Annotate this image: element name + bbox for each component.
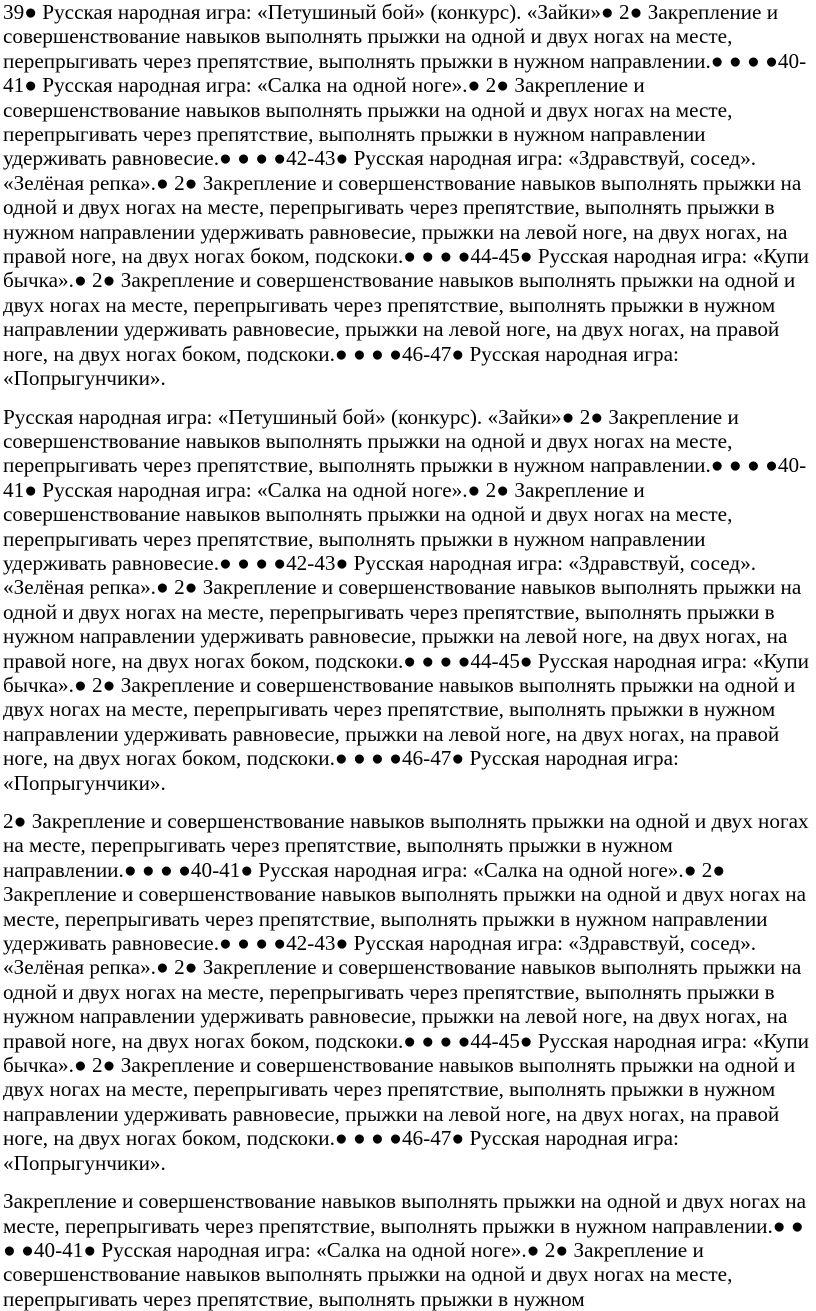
document-page	[3, 0, 811, 1311]
paragraph-4: Закрепление и совершенствование навыков выполнять прыжки на одной и двух ногах на месте, перепрыгивать через препятствие, выполнять прыжки в нужном направлении.● ● ● ●40-41● Русская народная игра: «Салка на одной ноге».● 2● Закрепление и совершенствование навыков выполнять прыжки на одной и двух ногах на месте, перепрыгивать через препятствие, выполнять прыжки в нужном	[3, 1189, 807, 1311]
paragraph-1: 39● Русская народная игра: «Петушиный бой» (конкурс). «Зайки»● 2● Закрепление и совершенствование навыков выполнять прыжки на одной и двух ногах на месте, перепрыгивать через препятствие, выполнять прыжки в нужном направлении.● ● ● ●40-41● Русская народная игра: «Салка на одной ноге».● 2● Закрепление и совершенствование навыков выполнять прыжки на одной и двух ногах на месте, перепрыгивать через препятствие, выполнять прыжки в нужном направлении удерживать равновесие.● ● ● ●42-43● Русская народная игра: «Здравствуй, сосед». «Зелёная репка».● 2● Закрепление и совершенствование навыков выполнять прыжки на одной и двух ногах на месте, перепрыгивать через препятствие, выполнять прыжки в нужном направлении удерживать равновесие, прыжки на левой ноге, на двух ногах, на правой ноге, на двух ногах боком, подскоки.● ● ● ●44-45● Русская народная игра: «Купи бычка».● 2● Закрепление и совершенствование навыков выполнять прыжки на одной и двух ногах на месте, перепрыгивать через препятствие, выполнять прыжки в нужном направлении удерживать равновесие, прыжки на левой ноге, на двух ногах, на правой ноге, на двух ногах боком, подскоки.● ● ● ●46-47● Русская народная игра: «Попрыгунчики».	[3, 0, 810, 391]
paragraph-3: 2● Закрепление и совершенствование навыков выполнять прыжки на одной и двух ногах на месте, перепрыгивать через препятствие, выполнять прыжки в нужном направлении.● ● ● ●40-41● Русская народная игра: «Салка на одной ноге».● 2● Закрепление и совершенствование навыков выполнять прыжки на одной и двух ногах на месте, перепрыгивать через препятствие, выполнять прыжки в нужном направлении удерживать равновесие.● ● ● ●42-43● Русская народная игра: «Здравствуй, сосед». «Зелёная репка».● 2● Закрепление и совершенствование навыков выполнять прыжки на одной и двух ногах на месте, перепрыгивать через препятствие, выполнять прыжки в нужном направлении удерживать равновесие, прыжки на левой ноге, на двух ногах, на правой ноге, на двух ногах боком, подскоки.● ● ● ●44-45● Русская народная игра: «Купи бычка».● 2● Закрепление и совершенствование навыков выполнять прыжки на одной и двух ногах на месте, перепрыгивать через препятствие, выполнять прыжки в нужном направлении удерживать равновесие, прыжки на левой ноге, на двух ногах, на правой ноге, на двух ногах боком, подскоки.● ● ● ●46-47● Русская народная игра: «Попрыгунчики».	[3, 809, 810, 1175]
paragraph-2: Русская народная игра: «Петушиный бой» (конкурс). «Зайки»● 2● Закрепление и совершенствование навыков выполнять прыжки на одной и двух ногах на месте, перепрыгивать через препятствие, выполнять прыжки в нужном направлении.● ● ● ●40-41● Русская народная игра: «Салка на одной ноге».● 2● Закрепление и совершенствование навыков выполнять прыжки на одной и двух ногах на месте, перепрыгивать через препятствие, выполнять прыжки в нужном направлении удерживать равновесие.● ● ● ●42-43● Русская народная игра: «Здравствуй, сосед». «Зелёная репка».● 2● Закрепление и совершенствование навыков выполнять прыжки на одной и двух ногах на месте, перепрыгивать через препятствие, выполнять прыжки в нужном направлении удерживать равновесие, прыжки на левой ноге, на двух ногах, на правой ноге, на двух ногах боком, подскоки.● ● ● ●44-45● Русская народная игра: «Купи бычка».● 2● Закрепление и совершенствование навыков выполнять прыжки на одной и двух ногах на месте, перепрыгивать через препятствие, выполнять прыжки в нужном направлении удерживать равновесие, прыжки на левой ноге, на двух ногах, на правой ноге, на двух ногах боком, подскоки.● ● ● ●46-47● Русская народная игра: «Попрыгунчики».	[3, 404, 810, 795]
